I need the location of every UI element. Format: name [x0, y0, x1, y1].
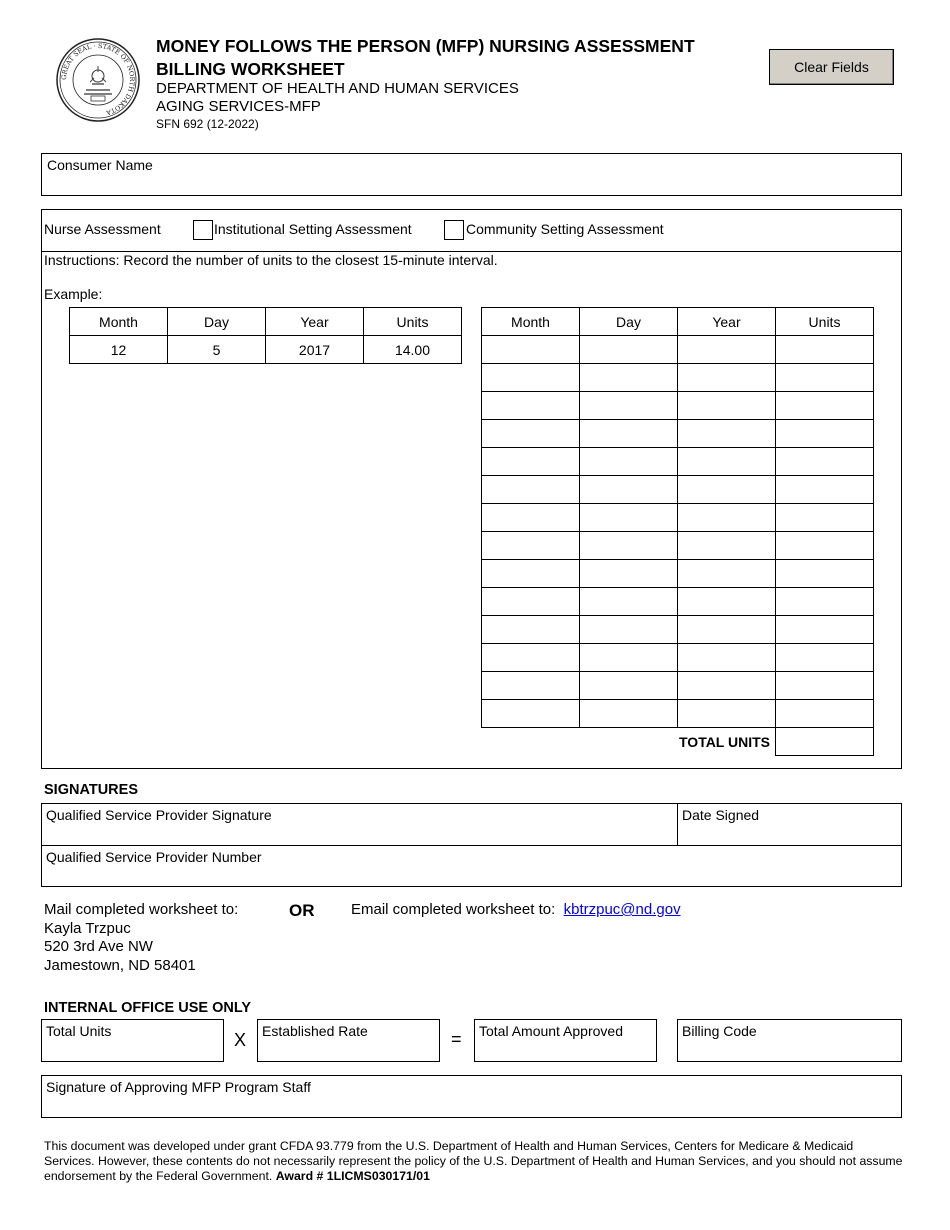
table-row [482, 700, 874, 728]
table-row [482, 644, 874, 672]
units-cell[interactable] [776, 336, 874, 364]
mail-street: 520 3rd Ave NW [44, 938, 153, 955]
month-cell[interactable] [482, 504, 580, 532]
mail-recipient: Kayla Trzpuc [44, 919, 131, 937]
day-cell[interactable] [580, 700, 678, 728]
example-day: 5 [168, 336, 266, 364]
day-cell[interactable] [580, 392, 678, 420]
header-month: Month [482, 308, 580, 336]
total-units-label: TOTAL UNITS [679, 733, 770, 750]
header-day: Day [580, 308, 678, 336]
year-cell[interactable] [678, 364, 776, 392]
day-cell[interactable] [580, 448, 678, 476]
header-units: Units [776, 308, 874, 336]
day-cell[interactable] [580, 588, 678, 616]
year-cell[interactable] [678, 336, 776, 364]
institutional-label: Institutional Setting Assessment [214, 221, 412, 237]
signatures-heading: SIGNATURES [44, 782, 138, 798]
example-table [69, 307, 462, 364]
office-total-units-label: Total Units [46, 1023, 112, 1039]
consumer-name-field[interactable] [41, 153, 902, 196]
day-cell[interactable] [580, 364, 678, 392]
example-header-month: Month [70, 308, 168, 336]
established-rate-label: Established Rate [262, 1023, 368, 1039]
month-cell[interactable] [482, 616, 580, 644]
table-row [482, 392, 874, 420]
institutional-checkbox[interactable] [193, 220, 213, 240]
year-cell[interactable] [678, 392, 776, 420]
example-label: Example: [44, 286, 103, 302]
year-cell[interactable] [678, 420, 776, 448]
table-row [482, 364, 874, 392]
billing-code-label: Billing Code [682, 1023, 757, 1039]
provider-signature-label: Qualified Service Provider Signature [46, 807, 272, 823]
month-cell[interactable] [482, 644, 580, 672]
units-cell[interactable] [776, 700, 874, 728]
year-cell[interactable] [678, 504, 776, 532]
month-cell[interactable] [482, 420, 580, 448]
equals-sign: = [451, 1029, 462, 1049]
email-block [351, 901, 681, 920]
established-rate-field[interactable] [257, 1019, 440, 1062]
units-cell[interactable] [776, 420, 874, 448]
year-cell[interactable] [678, 560, 776, 588]
example-header-day: Day [168, 308, 266, 336]
month-cell[interactable] [482, 336, 580, 364]
multiply-sign: X [234, 1030, 247, 1050]
units-cell[interactable] [776, 364, 874, 392]
day-cell[interactable] [580, 560, 678, 588]
department-name: DEPARTMENT OF HEALTH AND HUMAN SERVICES AGING SERVICES-MFP [156, 80, 519, 115]
billing-code-field[interactable] [677, 1019, 902, 1062]
year-cell[interactable] [678, 616, 776, 644]
community-label: Community Setting Assessment [466, 221, 664, 237]
total-amount-label: Total Amount Approved [479, 1023, 623, 1039]
year-cell[interactable] [678, 476, 776, 504]
office-total-units-field[interactable] [41, 1019, 224, 1062]
month-cell[interactable] [482, 560, 580, 588]
or-label: OR [289, 901, 315, 920]
month-cell[interactable] [482, 476, 580, 504]
date-signed-label: Date Signed [682, 807, 760, 823]
year-cell[interactable] [678, 644, 776, 672]
form-title: MONEY FOLLOWS THE PERSON (MFP) NURSING ASSESSMENT BILLING WORKSHEET [156, 36, 695, 79]
day-cell[interactable] [580, 532, 678, 560]
header-year: Year [678, 308, 776, 336]
units-table [481, 307, 874, 756]
example-month: 12 [70, 336, 168, 364]
table-row [482, 420, 874, 448]
date-signed-field[interactable] [678, 804, 901, 845]
mail-address-block [44, 901, 238, 975]
year-cell[interactable] [678, 448, 776, 476]
month-cell[interactable] [482, 700, 580, 728]
example-header-year: Year [266, 308, 364, 336]
approver-signature-field[interactable] [41, 1075, 902, 1118]
units-cell[interactable] [776, 616, 874, 644]
units-cell[interactable] [776, 448, 874, 476]
provider-number-field[interactable] [42, 846, 901, 886]
day-cell[interactable] [580, 644, 678, 672]
footer-text: This document was developed under grant CFDA 93.779 from the U.S. Department of Health and Human Services, Centers for Medicare & Medicaid Services. However, these contents do not necessarily represent the policy of the U.S. Department of Health and Human Services, and you should not assume endorsement by the Federal Government. [44, 1139, 903, 1183]
month-cell[interactable] [482, 364, 580, 392]
example-year: 2017 [266, 336, 364, 364]
day-cell[interactable] [580, 336, 678, 364]
office-use-heading: INTERNAL OFFICE USE ONLY [44, 1000, 252, 1016]
email-link[interactable]: kbtrzpuc@nd.gov [563, 901, 681, 918]
month-cell[interactable] [482, 448, 580, 476]
table-row [482, 616, 874, 644]
award-number: Award # 1LICMS030171/01 [275, 1169, 430, 1183]
total-amount-field[interactable] [474, 1019, 657, 1062]
units-cell[interactable] [776, 588, 874, 616]
units-cell[interactable] [776, 560, 874, 588]
email-instruction: Email completed worksheet to: [351, 901, 556, 918]
day-cell[interactable] [580, 420, 678, 448]
table-row [482, 448, 874, 476]
table-row [482, 476, 874, 504]
table-row [482, 504, 874, 532]
example-units: 14.00 [364, 336, 462, 364]
month-cell[interactable] [482, 588, 580, 616]
year-cell[interactable] [678, 672, 776, 700]
nurse-assessment-label: Nurse Assessment [44, 221, 161, 237]
day-cell[interactable] [580, 476, 678, 504]
form-number: SFN 692 (12-2022) [156, 117, 259, 131]
day-cell[interactable] [580, 672, 678, 700]
day-cell[interactable] [580, 616, 678, 644]
provider-signature-field[interactable] [42, 804, 677, 845]
table-row [482, 336, 874, 364]
footer-disclaimer [44, 1139, 904, 1184]
example-header-units: Units [364, 308, 462, 336]
consumer-name-label: Consumer Name [47, 157, 153, 173]
instructions-text: Instructions: Record the number of units to the closest 15-minute interval. [44, 252, 498, 268]
mail-instruction: Mail completed worksheet to: [44, 901, 239, 918]
units-cell[interactable] [776, 476, 874, 504]
mail-city: Jamestown, ND 58401 [44, 956, 196, 974]
units-cell[interactable] [776, 392, 874, 420]
month-cell[interactable] [482, 532, 580, 560]
total-spacer [580, 728, 678, 756]
approver-signature-label: Signature of Approving MFP Program Staff [46, 1079, 311, 1095]
year-cell[interactable] [678, 700, 776, 728]
year-cell[interactable] [678, 532, 776, 560]
provider-number-label: Qualified Service Provider Number [46, 849, 262, 865]
table-row [482, 532, 874, 560]
units-cell[interactable] [776, 672, 874, 700]
table-row [482, 560, 874, 588]
north-dakota-seal-icon [56, 38, 140, 122]
table-row [482, 672, 874, 700]
total-units-field[interactable] [776, 728, 874, 756]
day-cell[interactable] [580, 504, 678, 532]
year-cell[interactable] [678, 588, 776, 616]
units-cell[interactable] [776, 532, 874, 560]
clear-fields-button[interactable]: Clear Fields [769, 49, 894, 85]
community-checkbox[interactable] [444, 220, 464, 240]
month-cell[interactable] [482, 672, 580, 700]
table-row [482, 588, 874, 616]
units-cell[interactable] [776, 504, 874, 532]
units-cell[interactable] [776, 644, 874, 672]
svg-text:GREAT SEAL · STATE OF NORTH DA: GREAT SEAL · STATE OF NORTH DAKOTA [59, 41, 137, 117]
total-spacer [482, 728, 580, 756]
month-cell[interactable] [482, 392, 580, 420]
